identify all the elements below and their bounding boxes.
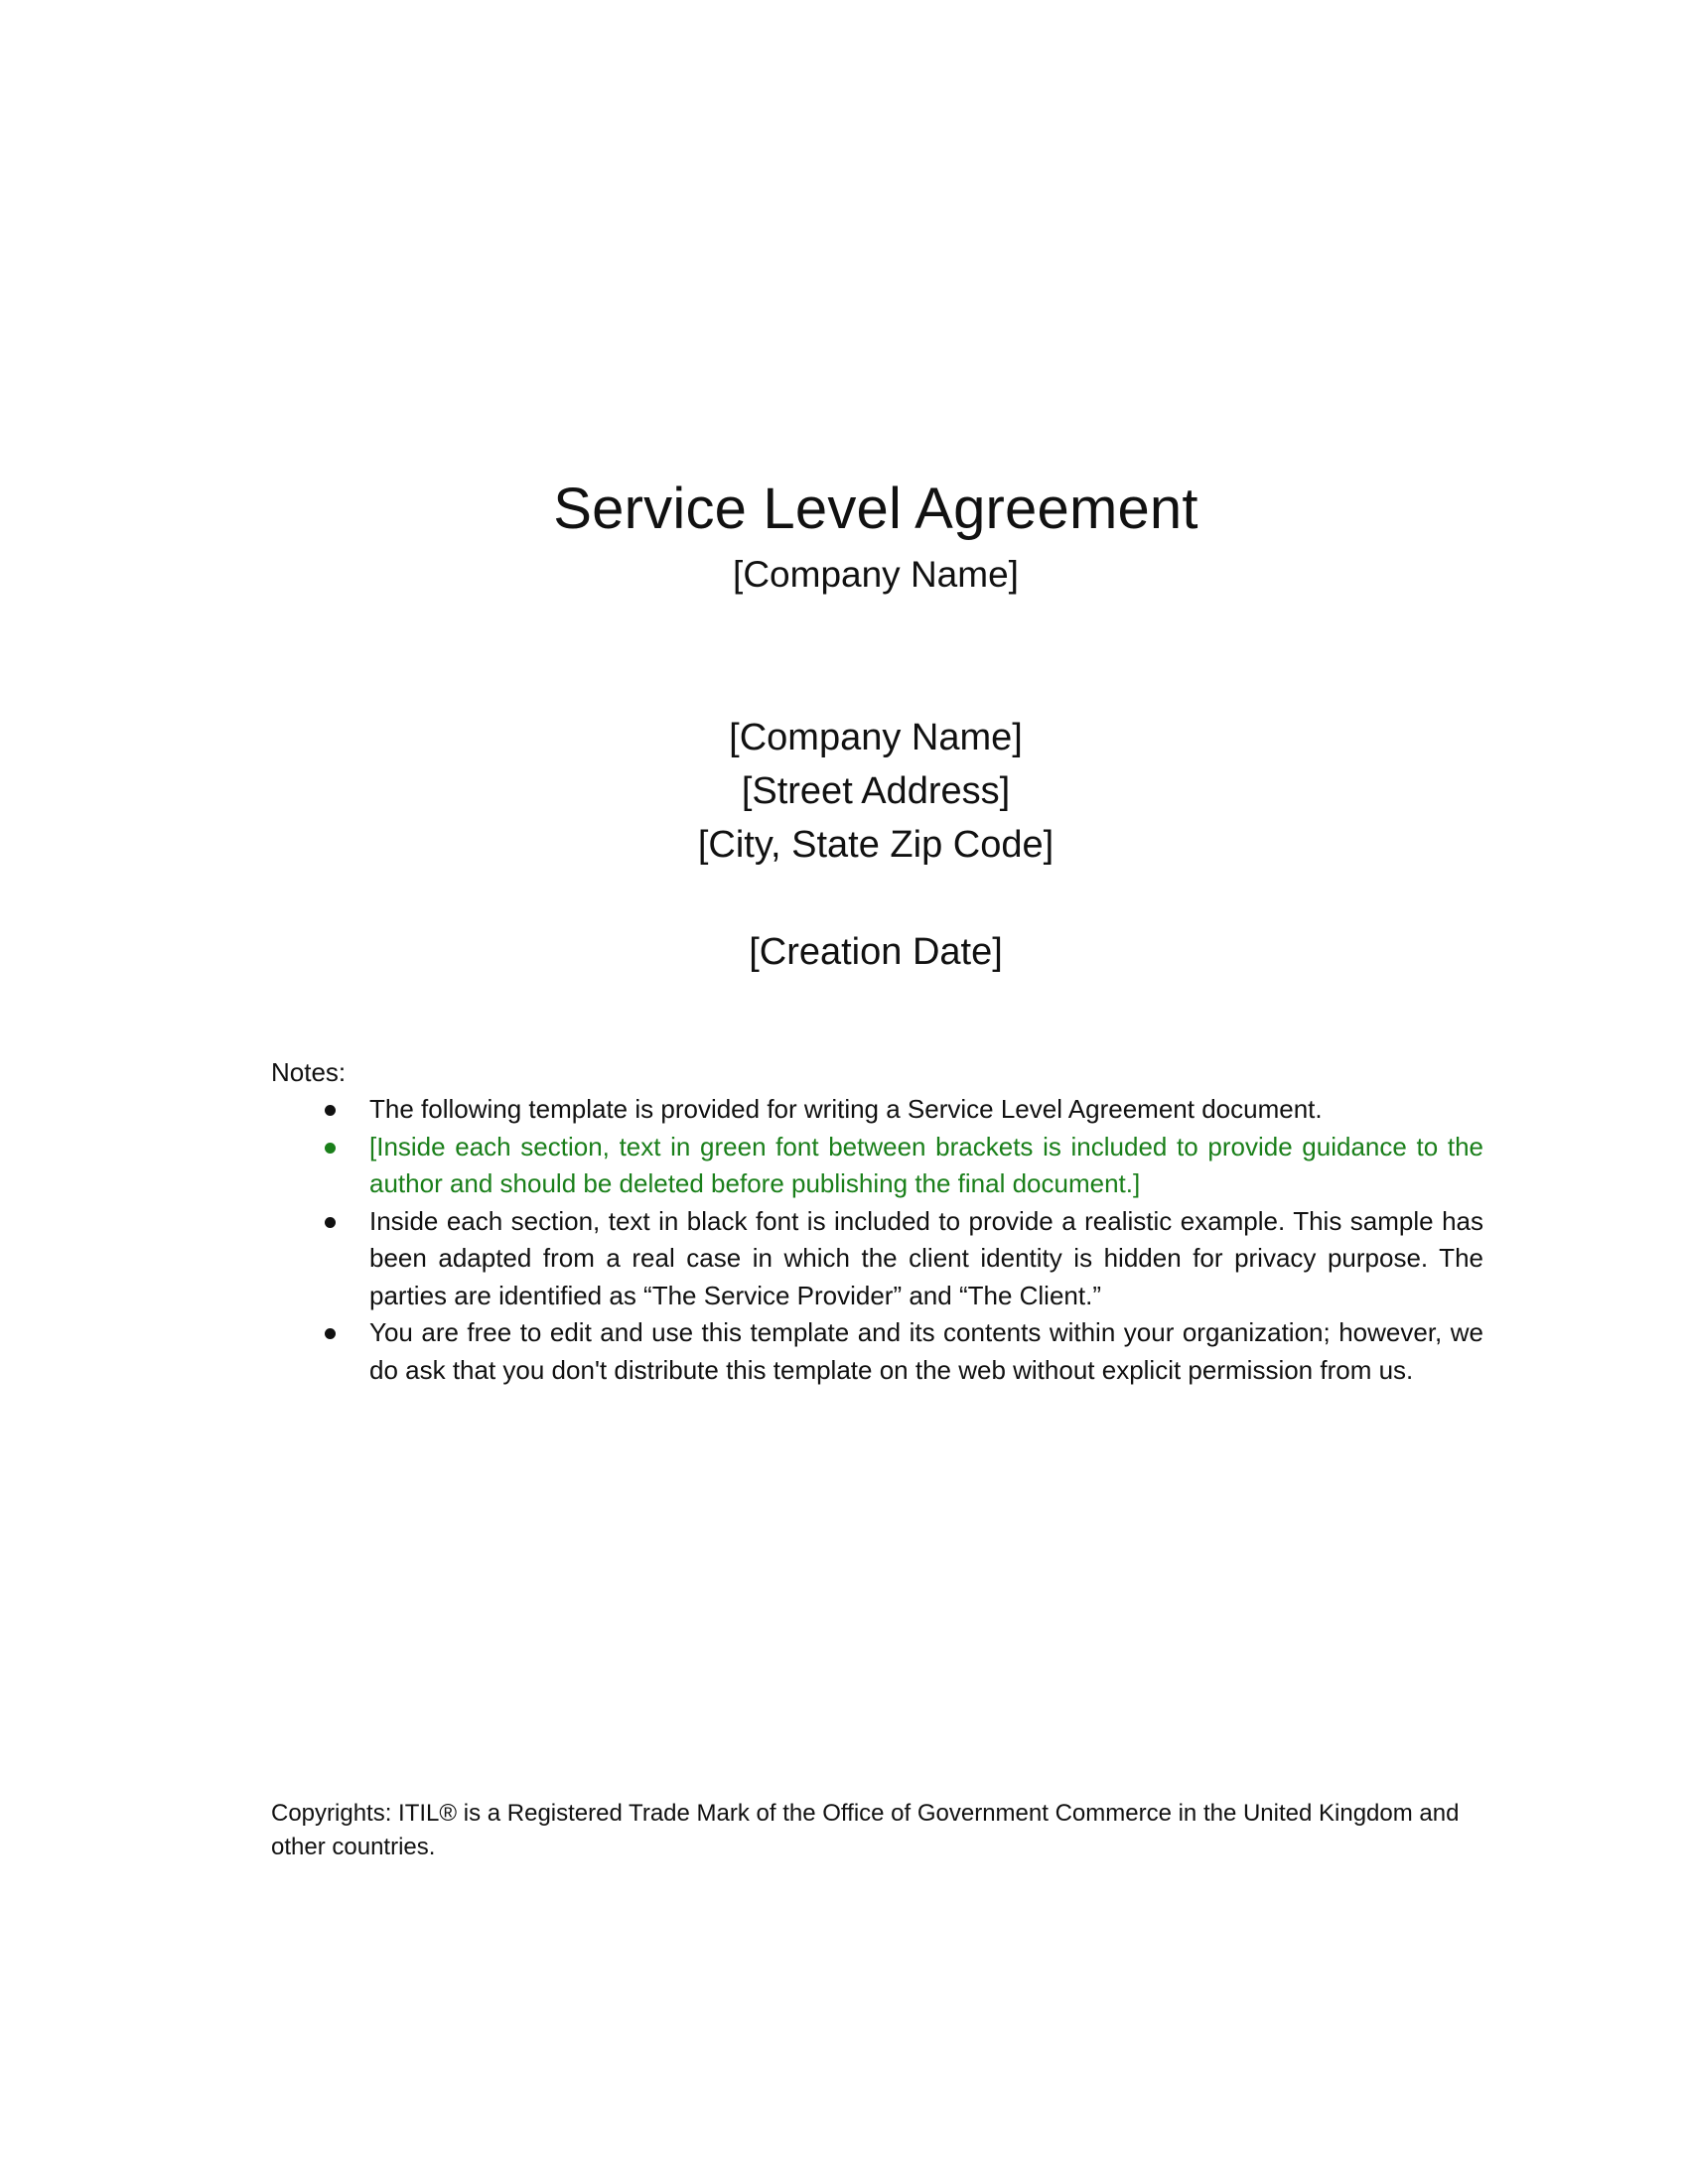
notes-label: Notes: xyxy=(271,1057,347,1087)
copyright-notice: Copyrights: ITIL® is a Registered Trade Mark of the Office of Government Commerce in the United Kingdom and other countries. xyxy=(271,1800,1460,1860)
bullet-icon xyxy=(325,1328,336,1339)
note-text: You are free to edit and use this template and its contents within your organization; however, we do ask that you don't distribute this template on the web without explicit permission from us. xyxy=(369,1317,1483,1385)
bullet-icon xyxy=(325,1105,336,1116)
note-item-guidance xyxy=(271,1129,1483,1203)
address-block xyxy=(0,711,1688,872)
bullet-icon xyxy=(325,1217,336,1228)
notes-list xyxy=(271,1091,1483,1389)
note-item xyxy=(271,1314,1483,1389)
address-company-name: [Company Name] xyxy=(729,717,1023,758)
note-item xyxy=(271,1203,1483,1315)
bullet-icon xyxy=(325,1143,336,1154)
document-subtitle-company-name: [Company Name] xyxy=(733,554,1019,595)
note-item xyxy=(271,1091,1483,1129)
creation-date: [Creation Date] xyxy=(749,931,1003,973)
note-text: [Inside each section, text in green font between brackets is included to provide guidance to the author and should be deleted before publishing the final document.] xyxy=(369,1131,1483,1198)
note-text: Inside each section, text in black font is included to provide a realistic example. This sample has been adapted from a real case in which the client identity is hidden for privacy purpose. The parties are identified as “The Service Provider” and “The Client.” xyxy=(369,1205,1483,1310)
address-city-state-zip: [City, State Zip Code] xyxy=(697,824,1055,866)
address-street: [Street Address] xyxy=(741,770,1011,812)
note-text: The following template is provided for writing a Service Level Agreement document. xyxy=(369,1094,1323,1124)
document-title: Service Level Agreement xyxy=(553,477,1198,541)
